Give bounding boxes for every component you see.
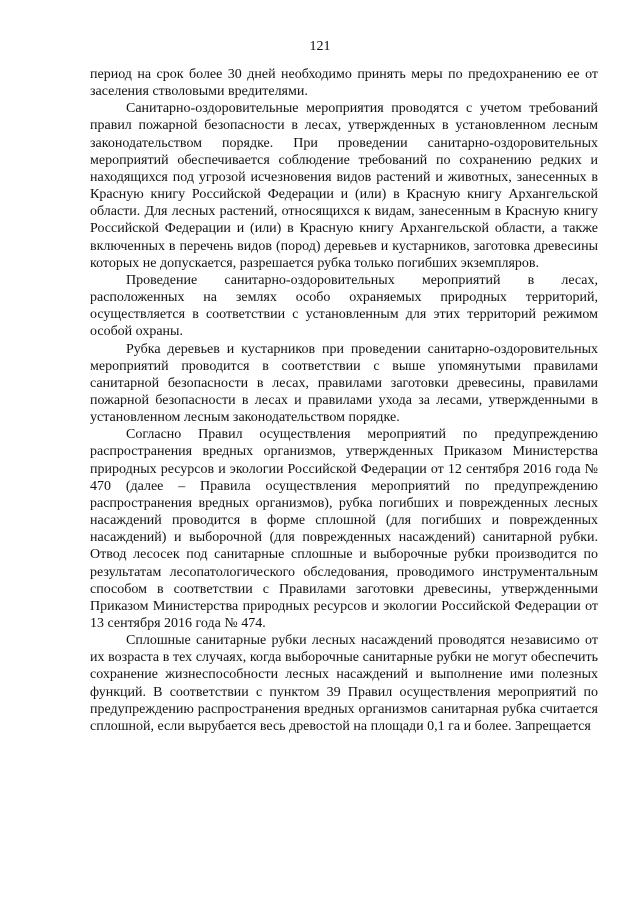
page-number: 121 bbox=[309, 39, 331, 54]
page-body bbox=[90, 66, 598, 735]
paragraph-clear-sanitary-felling: Сплошные санитарные рубки лесных насаждений проводятся независимо от их возраста в тех случаях, когда выборочные санитарные рубки не могут обеспечить сохранение жизнеспособности лесных насаждений и выполнение ими полезных функций. В соответствии с пунктом 39 Правил осуществления мероприятий по предупреждению распространения вредных организмов санитарная рубка считается сплошной, если вырубается весь древостой на площади 0,1 га и более. Запрещается bbox=[90, 633, 598, 734]
paragraph-pest-prevention-rules: Согласно Правил осуществления мероприятий по предупреждению распространения вредных организмов, утвержденных Приказом Министерства природных ресурсов и экологии Российской Федерации от 12 сентября 2016 года № 470 (далее – Правила осуществления мероприятий по предупреждению распространения вредных организмов), рубка погибших и поврежденных лесных насаждений проводится в форме сплошной (для погибших и поврежденных насаждений) и выборочной (для поврежденных насаждений) санитарной рубки. Отвод лесосек под санитарные сплошные и выборочные рубки производится по результатам лесопатологического обследования, проводимого инструментальным способом в соответствии с Правилами заготовки древесины, утвержденными Приказом Министерства природных ресурсов и экологии Российской Федерации от 13 сентября 2016 года № 474. bbox=[90, 427, 598, 631]
paragraph-continuation: период на срок более 30 дней необходимо принять меры по предохранению ее от заселения стволовыми вредителями. bbox=[90, 67, 598, 100]
paragraph-sanitary-measures: Санитарно-оздоровительные мероприятия проводятся с учетом требований правил пожарной безопасности в лесах, утвержденных в установленном лесным законодательством порядке. При проведении санитарно-оздоровительных мероприятий обеспечивается соблюдение требований по сохранению редких и находящихся под угрозой исчезновения видов растений и животных, занесенных в Красную книгу Российской Федерации и (или) в Красную книгу Архангельской области. Для лесных растений, относящихся к видам, занесенным в Красную книгу Российской Федерации и (или) в Красную книгу Архангельской области, а также включенных в перечень видов (пород) деревьев и кустарников, заготовка древесины которых не допускается, разрешается рубка только погибших экземпляров. bbox=[90, 101, 598, 271]
paragraph-felling-rules: Рубка деревьев и кустарников при проведении санитарно-оздоровительных мероприятий проводится в соответствии с выше упомянутыми правилами санитарной безопасности в лесах, правилами заготовки древесины, правилами пожарной безопасности в лесах и правилами ухода за лесами, утвержденными в установленном лесным законодательством порядке. bbox=[90, 341, 598, 426]
paragraph-protected-territories: Проведение санитарно-оздоровительных мероприятий в лесах, расположенных на землях особо охраняемых природных территорий, осуществляется в соответствии с установленным для этих территорий режимом особой охраны. bbox=[90, 272, 598, 340]
